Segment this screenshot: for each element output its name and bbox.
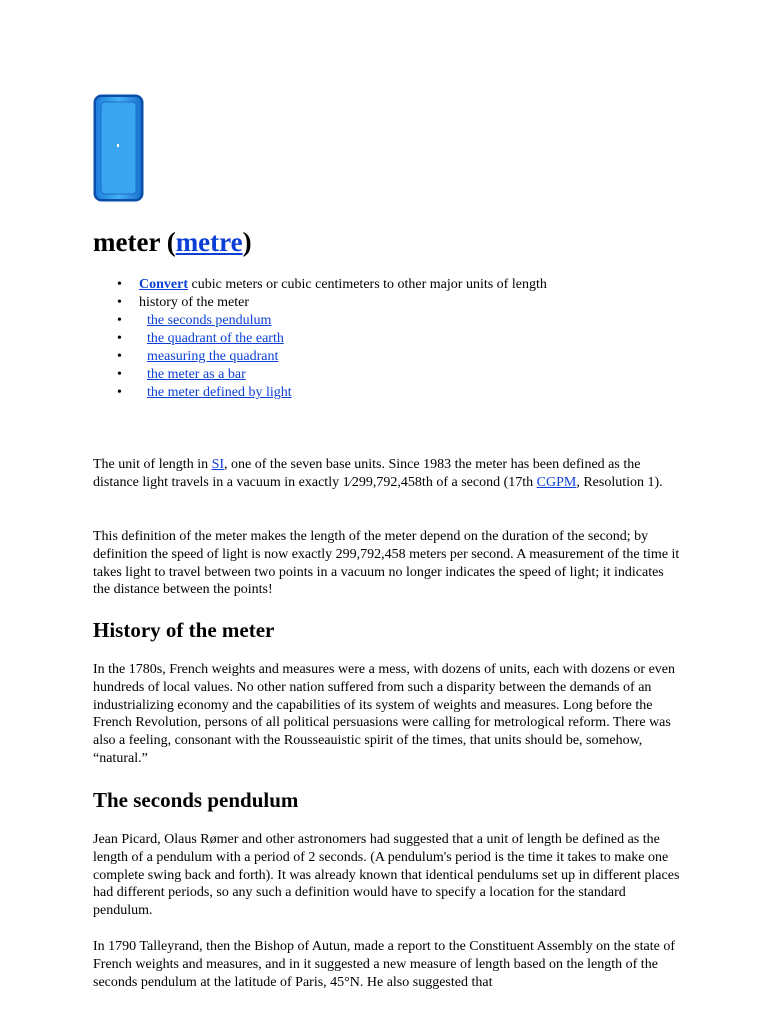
toc-item-meter-bar — [93, 366, 547, 384]
intro-text-b: , one of the seven base units. Since 1983 the meter has been defined as the distance light travels in a vacuum in exactly 1⁄299,792,458th of a second (17th — [93, 457, 641, 490]
meter-bar-link[interactable]: the meter as a bar — [147, 367, 246, 382]
bullet: • — [117, 331, 122, 346]
toc-item-seconds-pendulum — [93, 312, 547, 330]
meter-light-link[interactable]: the meter defined by light — [147, 385, 292, 400]
bullet: • — [117, 349, 122, 364]
bullet: • — [117, 367, 122, 382]
seconds-pendulum-link[interactable]: the seconds pendulum — [147, 313, 272, 328]
pendulum-paragraph-1: Jean Picard, Olaus Rømer and other astronomers had suggested that a unit of length be defined as the length of a pendulum with a period of 2 seconds. (A pendulum's period is the time it takes to make one complete swing back and forth). It was already known that identical pendulums set up in different places had different periods, so any such a definition would have to specify a location for the standard pendulum. — [93, 832, 680, 919]
bullet: • — [117, 277, 122, 292]
blue-tile-logo-icon — [93, 94, 144, 202]
toc-item-convert-text: cubic meters or cubic centimeters to other major units of length — [188, 277, 547, 292]
intro-paragraph-1 — [93, 456, 683, 492]
intro-paragraph-2: This definition of the meter makes the length of the meter depend on the duration of the second; by definition the speed of light is now exactly 299,792,458 meters per second. A measurement of the time it takes light to travel between two points in a vacuum no longer indicates the speed of light; it indicates the distance between the points! — [93, 529, 680, 598]
intro-text-a: The unit of length in — [93, 457, 212, 472]
toc-item-history-text: history of the meter — [139, 295, 250, 310]
title-suffix: ) — [242, 227, 252, 257]
measuring-quadrant-link[interactable]: measuring the quadrant — [147, 349, 279, 364]
history-paragraph-1: In the 1780s, French weights and measures were a mess, with dozens of units, each with dozens or even hundreds of local values. No other nation suffered from such a disparity between the demands of an industrializing economy and the capabilities of its system of weights and measures. Long before the French Revolution, persons of all political persuasions were calling for metrological reform. There was also a feeling, consonant with the Rousseauistic spirit of the times, that units should be, somehow, “natural.” — [93, 662, 676, 766]
table-of-contents — [93, 276, 547, 402]
page-title — [93, 224, 252, 260]
toc-item-quadrant-earth — [93, 330, 547, 348]
quadrant-earth-link[interactable]: the quadrant of the earth — [147, 331, 284, 346]
history-heading: History of the meter — [93, 618, 275, 642]
toc-item-meter-light — [93, 384, 547, 402]
bullet: • — [117, 313, 122, 328]
toc-item-history — [93, 294, 547, 312]
cgpm-link[interactable]: CGPM — [536, 474, 577, 490]
title-metre-link[interactable]: metre — [175, 227, 243, 257]
title-prefix: meter ( — [93, 227, 176, 257]
convert-link[interactable]: Convert — [139, 277, 188, 292]
pendulum-paragraph-2: In 1790 Talleyrand, then the Bishop of Autun, made a report to the Constituent Assembly on the state of French weights and measures, and in it suggested a new measure of length based on the length of the seconds pendulum at the latitude of Paris, 45°N. He also suggested that — [93, 939, 675, 990]
toc-item-measuring-quadrant — [93, 348, 547, 366]
bullet: • — [117, 295, 122, 310]
bullet: • — [117, 385, 122, 400]
toc-item-convert — [93, 276, 547, 294]
si-link[interactable]: SI — [211, 457, 225, 472]
seconds-pendulum-heading: The seconds pendulum — [93, 788, 299, 812]
intro-text-c: , Resolution 1). — [576, 474, 663, 490]
